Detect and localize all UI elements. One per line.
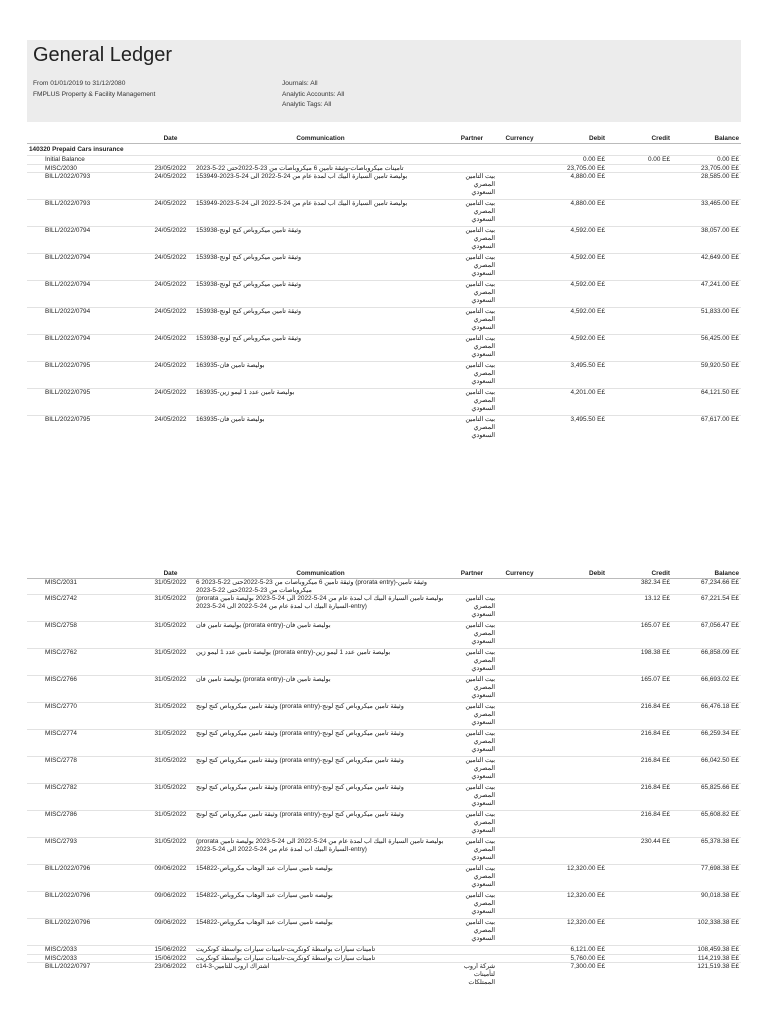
entry-balance: 65,378.38 E£ (672, 838, 741, 865)
entry-partner (447, 954, 497, 963)
entry-ref: BILL/2022/0796 (27, 919, 147, 946)
entry-date: 31/05/2022 (147, 703, 194, 730)
entry-date: 24/05/2022 (147, 173, 194, 200)
report-title: General Ledger (33, 44, 172, 66)
table-row (27, 227, 741, 254)
entry-debit: 7,300.00 E£ (542, 963, 607, 990)
entry-balance: 108,459.38 E£ (672, 946, 741, 955)
table-row (27, 954, 741, 963)
entry-debit: 12,320.00 E£ (542, 919, 607, 946)
entry-balance: 67,617.00 E£ (672, 416, 741, 443)
entry-date: 09/06/2022 (147, 865, 194, 892)
entry-partner: بيت التأمين المصري السعودي (447, 227, 497, 254)
table-row (27, 649, 741, 676)
entry-communication: بوليصة تامين فان-(prorata entry) بوليصة تامين فان (194, 676, 447, 703)
entry-partner: بيت التأمين المصري السعودي (447, 892, 497, 919)
entry-credit: 216.84 E£ (607, 730, 672, 757)
entry-communication: وثيقة تأمين ميكروباص كنج لونج-153938 (194, 254, 447, 281)
table-row (27, 963, 741, 990)
analytic-accounts-filter: Analytic Accounts: All (282, 91, 345, 98)
entry-partner: شركة أروب لتأمينات الممتلكات (447, 963, 497, 990)
entry-partner: بيت التأمين المصري السعودي (447, 281, 497, 308)
entry-communication: اشتراك اروب للتامين-c14-3 (194, 963, 447, 990)
entry-debit: 4,201.00 E£ (542, 389, 607, 416)
entry-currency (497, 335, 542, 362)
entry-debit: 4,592.00 E£ (542, 281, 607, 308)
entry-communication: بوليصه تامين سيارات عبد الوهاب مكروباص-154822 (194, 892, 447, 919)
entry-date: 09/06/2022 (147, 919, 194, 946)
entry-ref: BILL/2022/0797 (27, 963, 147, 990)
entry-credit (607, 963, 672, 990)
entry-communication: وثيقة تأمين ميكروباص كنج لونج-153938 (194, 281, 447, 308)
entry-partner (447, 579, 497, 595)
entry-ref: MISC/2778 (27, 757, 147, 784)
initial-balance: 0.00 E£ (672, 156, 741, 165)
ledger-table-page1 (27, 134, 741, 442)
entry-credit (607, 892, 672, 919)
entry-balance: 67,056.47 E£ (672, 622, 741, 649)
entry-ref: MISC/2758 (27, 622, 147, 649)
entry-currency (497, 757, 542, 784)
entry-balance: 65,608.82 E£ (672, 811, 741, 838)
entry-balance: 59,920.50 E£ (672, 362, 741, 389)
entry-communication: (prorata بوليصة تامين السيارة البيك اب لمدة عام من 24-5-2022 الى 24-5-2023 بوليصة تامين السيارة البيك اب لمدة عام من 24-5-2022 الى 24-5-2023-entry) (194, 595, 447, 622)
entry-currency (497, 703, 542, 730)
entry-credit (607, 200, 672, 227)
entry-debit (542, 811, 607, 838)
table-row (27, 173, 741, 200)
col-partner: Partner (447, 569, 497, 579)
entry-partner: بيت التأمين المصري السعودي (447, 200, 497, 227)
company-name: FMPLUS Property & Facility Management (33, 91, 156, 98)
entry-communication: وثيقة تأمين ميكروباص كنج لونج-(prorata entry) وثيقة تأمين ميكروباص كنج لونج (194, 703, 447, 730)
entry-ref: MISC/2782 (27, 784, 147, 811)
entry-communication: تامينات ميكروباصات-وثيقة تامين 6 ميكروباصات من 23-5-2022حتى 22-5-2023 (194, 164, 447, 173)
entry-currency (497, 579, 542, 595)
entry-communication: بوليصة تامين السيارة البيك اب لمدة عام من 24-5-2022 الى 24-5-2023-153949 (194, 173, 447, 200)
table-row (27, 811, 741, 838)
col-communication: Communication (194, 569, 447, 579)
entry-currency (497, 784, 542, 811)
entry-debit: 4,592.00 E£ (542, 335, 607, 362)
entry-balance: 66,259.34 E£ (672, 730, 741, 757)
entry-partner: بيت التأمين المصري السعودي (447, 254, 497, 281)
table-row (27, 919, 741, 946)
entry-credit (607, 946, 672, 955)
table-row (27, 865, 741, 892)
entry-currency (497, 595, 542, 622)
entry-ref: BILL/2022/0796 (27, 865, 147, 892)
entry-date: 23/05/2022 (147, 164, 194, 173)
col-currency: Currency (497, 569, 542, 579)
col-partner: Partner (447, 134, 497, 144)
entry-communication: وثيقة تأمين ميكروباص كنج لونج-(prorata entry) وثيقة تأمين ميكروباص كنج لونج (194, 811, 447, 838)
col-communication: Communication (194, 134, 447, 144)
entry-date: 31/05/2022 (147, 622, 194, 649)
journals-filter: Journals: All (282, 80, 318, 87)
entry-partner: بيت التأمين المصري السعودي (447, 173, 497, 200)
entry-date: 24/05/2022 (147, 281, 194, 308)
entry-communication: وثيقة تأمين ميكروباص كنج لونج-(prorata entry) وثيقة تأمين ميكروباص كنج لونج (194, 784, 447, 811)
entry-date: 23/06/2022 (147, 963, 194, 990)
entry-ref: MISC/2033 (27, 946, 147, 955)
entry-partner: بيت التأمين المصري السعودي (447, 416, 497, 443)
entry-ref: MISC/2033 (27, 954, 147, 963)
entry-balance: 102,338.38 E£ (672, 919, 741, 946)
entry-partner: بيت التأمين المصري السعودي (447, 389, 497, 416)
entry-date: 15/06/2022 (147, 946, 194, 955)
entry-currency (497, 281, 542, 308)
initial-balance-row (27, 156, 741, 165)
entry-currency (497, 200, 542, 227)
entry-partner (447, 164, 497, 173)
entry-debit: 4,880.00 E£ (542, 173, 607, 200)
entry-balance: 66,858.09 E£ (672, 649, 741, 676)
entry-balance: 33,465.00 E£ (672, 200, 741, 227)
entry-credit (607, 335, 672, 362)
entry-partner: بيت التأمين المصري السعودي (447, 784, 497, 811)
table-row (27, 389, 741, 416)
entry-date: 24/05/2022 (147, 200, 194, 227)
entry-debit: 3,495.50 E£ (542, 362, 607, 389)
entry-currency (497, 164, 542, 173)
entry-date: 31/05/2022 (147, 730, 194, 757)
table-row (27, 595, 741, 622)
entry-partner: بيت التأمين المصري السعودي (447, 676, 497, 703)
entry-balance: 66,693.02 E£ (672, 676, 741, 703)
entry-partner: بيت التأمين المصري السعودي (447, 595, 497, 622)
entry-debit: 3,495.50 E£ (542, 416, 607, 443)
entry-currency (497, 865, 542, 892)
entry-balance: 67,221.54 E£ (672, 595, 741, 622)
entry-date: 24/05/2022 (147, 308, 194, 335)
table-row (27, 703, 741, 730)
entry-credit (607, 308, 672, 335)
entry-debit (542, 595, 607, 622)
col-debit: Debit (542, 569, 607, 579)
entry-date: 24/05/2022 (147, 227, 194, 254)
entry-ref: MISC/2766 (27, 676, 147, 703)
entry-balance: 42,649.00 E£ (672, 254, 741, 281)
account-name: 140320 Prepaid Cars insurance (29, 146, 124, 153)
entry-ref: BILL/2022/0795 (27, 416, 147, 443)
entry-partner: بيت التأمين المصري السعودي (447, 757, 497, 784)
initial-credit: 0.00 E£ (607, 156, 672, 165)
entry-date: 31/05/2022 (147, 811, 194, 838)
ledger-table-page2 (27, 569, 741, 989)
entry-currency (497, 308, 542, 335)
entry-date: 31/05/2022 (147, 838, 194, 865)
entry-communication: (prorata بوليصة تامين السيارة البيك اب لمدة عام من 24-5-2022 الى 24-5-2023 بوليصة تامين السيارة البيك اب لمدة عام من 24-5-2022 الى 24-5-2023-entry) (194, 838, 447, 865)
entry-currency (497, 622, 542, 649)
entry-date: 15/06/2022 (147, 954, 194, 963)
table-row (27, 892, 741, 919)
table-row (27, 946, 741, 955)
col-balance: Balance (672, 569, 741, 579)
entry-date: 31/05/2022 (147, 676, 194, 703)
entry-credit: 198.38 E£ (607, 649, 672, 676)
entry-credit (607, 281, 672, 308)
entry-credit (607, 173, 672, 200)
entry-partner: بيت التأمين المصري السعودي (447, 649, 497, 676)
entry-date: 31/05/2022 (147, 595, 194, 622)
entry-currency (497, 838, 542, 865)
entry-credit: 13.12 E£ (607, 595, 672, 622)
analytic-tags-filter: Analytic Tags: All (282, 101, 332, 108)
entry-ref: MISC/2742 (27, 595, 147, 622)
entry-currency (497, 227, 542, 254)
entry-communication: وثيقة تأمين ميكروباص كنج لونج-153938 (194, 335, 447, 362)
initial-debit: 0.00 E£ (542, 156, 607, 165)
entry-ref: BILL/2022/0794 (27, 254, 147, 281)
table-row (27, 838, 741, 865)
entry-credit (607, 416, 672, 443)
col-credit: Credit (607, 569, 672, 579)
entry-date: 24/05/2022 (147, 362, 194, 389)
entry-partner: بيت التأمين المصري السعودي (447, 308, 497, 335)
entry-currency (497, 173, 542, 200)
entry-balance: 77,698.38 E£ (672, 865, 741, 892)
entry-credit: 216.84 E£ (607, 784, 672, 811)
entry-credit (607, 254, 672, 281)
entry-ref: MISC/2793 (27, 838, 147, 865)
entry-date: 24/05/2022 (147, 335, 194, 362)
entry-credit: 165.07 E£ (607, 676, 672, 703)
entry-communication: بوليصة تامين فان-163935 (194, 416, 447, 443)
col-balance: Balance (672, 134, 741, 144)
entry-ref: BILL/2022/0794 (27, 281, 147, 308)
col-date: Date (147, 134, 194, 144)
entry-debit (542, 579, 607, 595)
entry-balance: 67,234.66 E£ (672, 579, 741, 595)
entry-ref: BILL/2022/0796 (27, 892, 147, 919)
entry-communication: وثيقة تأمين ميكروباص كنج لونج-153938 (194, 227, 447, 254)
entry-partner: بيت التأمين المصري السعودي (447, 622, 497, 649)
table-row (27, 622, 741, 649)
table-row (27, 730, 741, 757)
col-currency: Currency (497, 134, 542, 144)
entry-debit (542, 757, 607, 784)
entry-balance: 28,585.00 E£ (672, 173, 741, 200)
entry-balance: 66,476.18 E£ (672, 703, 741, 730)
entry-communication: بوليصة تامين عدد 1 ليمو زين-163935 (194, 389, 447, 416)
entry-credit (607, 227, 672, 254)
entry-balance: 114,219.38 E£ (672, 954, 741, 963)
entry-debit: 4,880.00 E£ (542, 200, 607, 227)
entry-credit (607, 389, 672, 416)
initial-balance-label: Initial Balance (27, 156, 147, 165)
table-row (27, 281, 741, 308)
entry-communication: بوليصة تامين السيارة البيك اب لمدة عام من 24-5-2022 الى 24-5-2023-153949 (194, 200, 447, 227)
table-row (27, 757, 741, 784)
entry-date: 31/05/2022 (147, 784, 194, 811)
entry-ref: MISC/2030 (27, 164, 147, 173)
entry-balance: 66,042.50 E£ (672, 757, 741, 784)
entry-communication: بوليصه تامين سيارات عبد الوهاب مكروباص-154822 (194, 919, 447, 946)
entry-ref: BILL/2022/0794 (27, 227, 147, 254)
table-row (27, 362, 741, 389)
entry-currency (497, 946, 542, 955)
report-period: From 01/01/2019 to 31/12/2080 (33, 80, 126, 87)
entry-credit (607, 865, 672, 892)
entry-debit (542, 730, 607, 757)
entry-ref: MISC/2770 (27, 703, 147, 730)
entry-ref: MISC/2774 (27, 730, 147, 757)
entry-partner: بيت التأمين المصري السعودي (447, 919, 497, 946)
entry-currency (497, 892, 542, 919)
entry-debit: 5,760.00 E£ (542, 954, 607, 963)
entry-currency (497, 954, 542, 963)
entry-date: 31/05/2022 (147, 757, 194, 784)
entry-debit (542, 838, 607, 865)
entry-debit (542, 703, 607, 730)
entry-communication: وثيقة تأمين ميكروباص كنج لونج-153938 (194, 308, 447, 335)
entry-partner: بيت التأمين المصري السعودي (447, 811, 497, 838)
entry-ref: BILL/2022/0795 (27, 362, 147, 389)
entry-date: 24/05/2022 (147, 416, 194, 443)
entry-currency (497, 649, 542, 676)
entry-currency (497, 254, 542, 281)
entry-currency (497, 811, 542, 838)
entry-balance: 121,519.38 E£ (672, 963, 741, 990)
entry-balance: 56,425.00 E£ (672, 335, 741, 362)
table-row (27, 335, 741, 362)
table-row (27, 164, 741, 173)
entry-currency (497, 676, 542, 703)
entry-communication: بوليصة تامين فان-163935 (194, 362, 447, 389)
entry-currency (497, 362, 542, 389)
entry-debit: 23,705.00 E£ (542, 164, 607, 173)
entry-communication: بوليصة تامين فان-(prorata entry) بوليصة تامين فان (194, 622, 447, 649)
entry-balance: 38,057.00 E£ (672, 227, 741, 254)
entry-balance: 23,705.00 E£ (672, 164, 741, 173)
entry-debit: 4,592.00 E£ (542, 227, 607, 254)
entry-ref: BILL/2022/0793 (27, 200, 147, 227)
entry-credit (607, 954, 672, 963)
entry-balance: 47,241.00 E£ (672, 281, 741, 308)
entry-date: 09/06/2022 (147, 892, 194, 919)
entry-communication: تامينات سيارات بواسطة كونكريت-تامينات سيارات بواسطة كونكريت (194, 954, 447, 963)
entry-partner (447, 946, 497, 955)
entry-debit (542, 649, 607, 676)
entry-credit: 230.44 E£ (607, 838, 672, 865)
table-row (27, 308, 741, 335)
col-debit: Debit (542, 134, 607, 144)
entry-partner: بيت التأمين المصري السعودي (447, 865, 497, 892)
entry-date: 31/05/2022 (147, 579, 194, 595)
entry-currency (497, 919, 542, 946)
entry-currency (497, 730, 542, 757)
entry-credit: 216.84 E£ (607, 757, 672, 784)
entry-ref: BILL/2022/0794 (27, 308, 147, 335)
entry-partner: بيت التأمين المصري السعودي (447, 730, 497, 757)
entry-partner: بيت التأمين المصري السعودي (447, 838, 497, 865)
entry-credit: 216.84 E£ (607, 811, 672, 838)
table-row (27, 784, 741, 811)
table-row (27, 200, 741, 227)
entry-credit: 216.84 E£ (607, 703, 672, 730)
entry-communication: بوليصة تامين عدد 1 ليمو زين-(prorata entry) بوليصة تامين عدد 1 ليمو زين (194, 649, 447, 676)
entry-partner: بيت التأمين المصري السعودي (447, 335, 497, 362)
entry-credit (607, 164, 672, 173)
col-date: Date (147, 569, 194, 579)
table-row (27, 676, 741, 703)
entry-balance: 51,833.00 E£ (672, 308, 741, 335)
entry-partner: بيت التأمين المصري السعودي (447, 362, 497, 389)
entry-debit (542, 784, 607, 811)
col-credit: Credit (607, 134, 672, 144)
table-row (27, 254, 741, 281)
entry-currency (497, 963, 542, 990)
entry-balance: 64,121.50 E£ (672, 389, 741, 416)
entry-debit: 4,592.00 E£ (542, 308, 607, 335)
table-row (27, 579, 741, 595)
entry-currency (497, 389, 542, 416)
entry-date: 24/05/2022 (147, 254, 194, 281)
entry-communication: وثيقة تأمين ميكروباص كنج لونج-(prorata entry) وثيقة تأمين ميكروباص كنج لونج (194, 730, 447, 757)
entry-communication: وثيقة تامين-(prorata entry) وثيقة تامين 6 ميكروباصات من 23-5-2022حتى 22-5-2023 6 ميكروباصات من 23-5-2022حتى 22-5-2023 (194, 579, 447, 595)
table-row (27, 416, 741, 443)
entry-communication: تامينات سيارات بواسطة كونكريت-تامينات سيارات بواسطة كونكريت (194, 946, 447, 955)
entry-credit (607, 919, 672, 946)
report-header (27, 40, 741, 122)
entry-date: 31/05/2022 (147, 649, 194, 676)
entry-ref: MISC/2762 (27, 649, 147, 676)
entry-debit (542, 622, 607, 649)
entry-ref: BILL/2022/0794 (27, 335, 147, 362)
entry-communication: وثيقة تأمين ميكروباص كنج لونج-(prorata entry) وثيقة تأمين ميكروباص كنج لونج (194, 757, 447, 784)
entry-credit (607, 362, 672, 389)
entry-credit: 165.07 E£ (607, 622, 672, 649)
account-row (27, 144, 741, 156)
entry-debit: 12,320.00 E£ (542, 865, 607, 892)
entry-credit: 382.34 E£ (607, 579, 672, 595)
entry-debit (542, 676, 607, 703)
entry-ref: MISC/2031 (27, 579, 147, 595)
entry-debit: 6,121.00 E£ (542, 946, 607, 955)
entry-debit: 4,592.00 E£ (542, 254, 607, 281)
entry-date: 24/05/2022 (147, 389, 194, 416)
entry-currency (497, 416, 542, 443)
entry-debit: 12,320.00 E£ (542, 892, 607, 919)
entry-balance: 65,825.66 E£ (672, 784, 741, 811)
entry-balance: 90,018.38 E£ (672, 892, 741, 919)
entry-partner: بيت التأمين المصري السعودي (447, 703, 497, 730)
table-header-row (27, 569, 741, 579)
entry-ref: BILL/2022/0795 (27, 389, 147, 416)
entry-ref: MISC/2786 (27, 811, 147, 838)
table-header-row (27, 134, 741, 144)
entry-ref: BILL/2022/0793 (27, 173, 147, 200)
entry-communication: بوليصه تامين سيارات عبد الوهاب مكروباص-154822 (194, 865, 447, 892)
